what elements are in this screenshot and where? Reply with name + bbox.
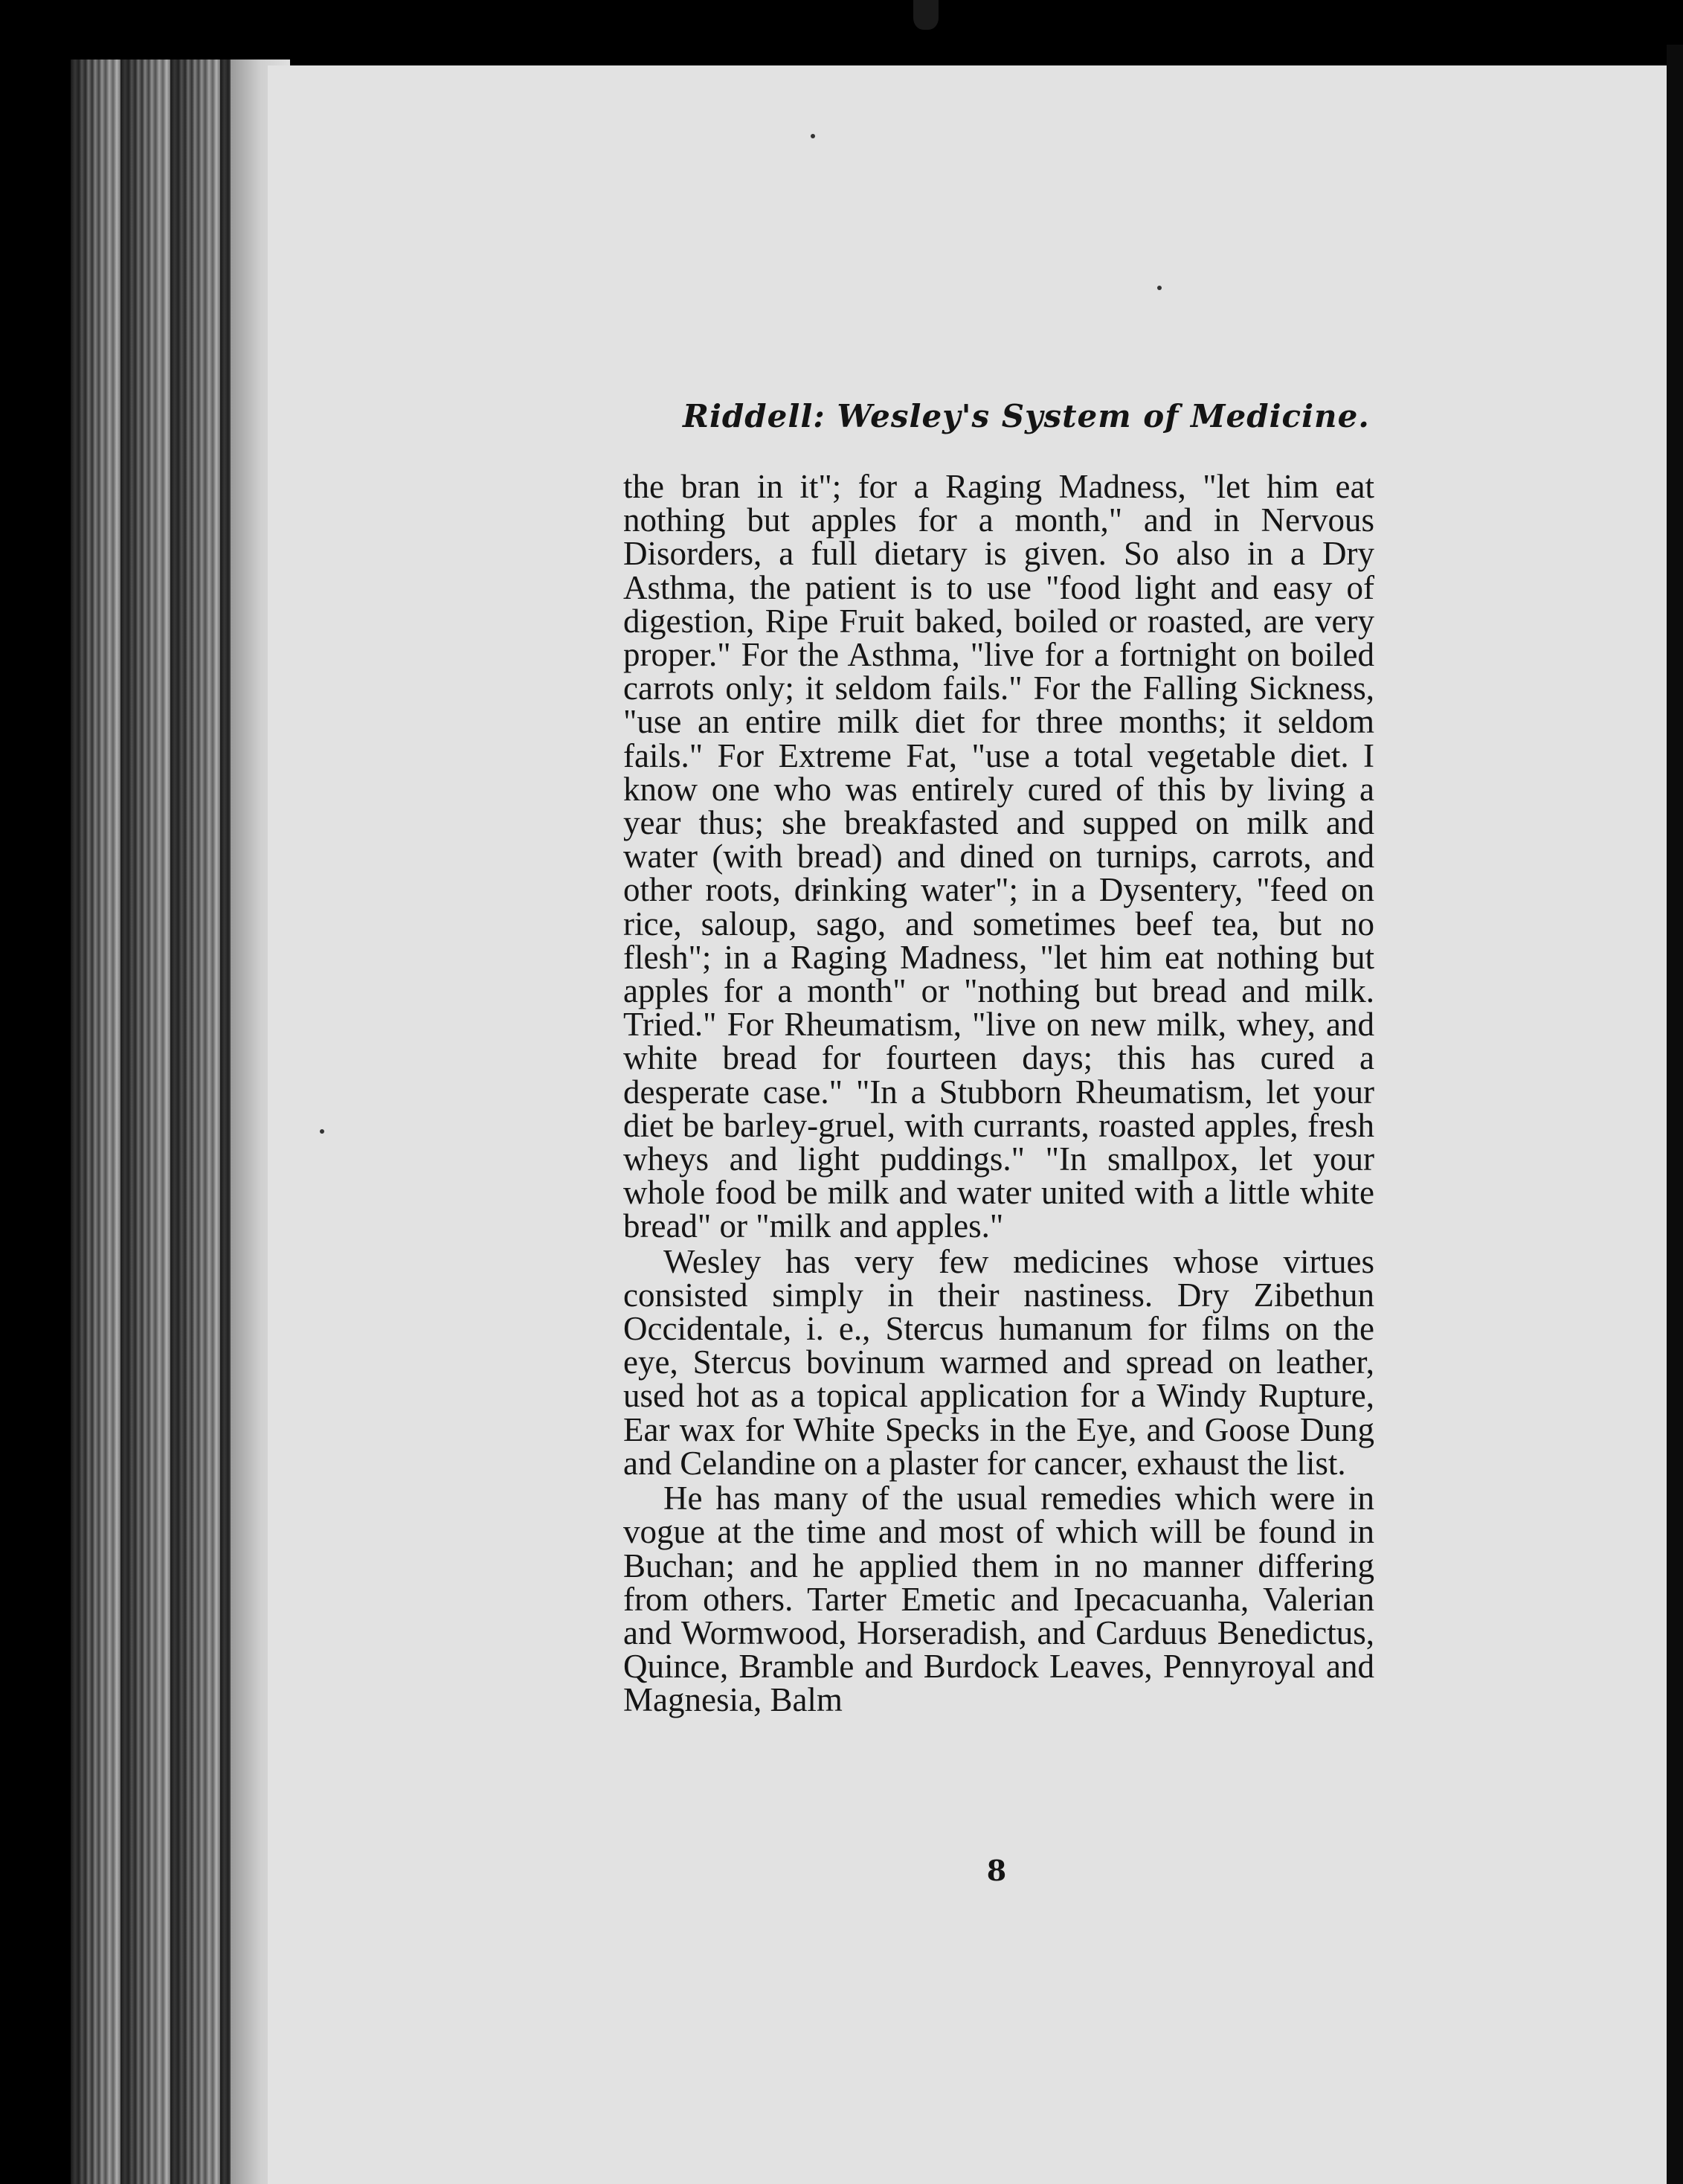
body-text <box>623 470 1374 1718</box>
paragraph: Wesley has very few medicines whose virtues consisted simply in their nastiness. Dry Zibethun Occidentale, i. e., Stercus humanum for films on the eye, Stercus bovinum warmed and spread on leather, used hot as a topical application for a Windy Rupture, Ear wax for White Specks in the Eye, and Goose Dung and Celandine on a plaster for cancer, exhaust the list. <box>623 1242 1374 1482</box>
speck <box>811 134 815 138</box>
speck <box>1157 286 1162 290</box>
speck <box>320 1129 324 1134</box>
book-edge <box>71 60 257 2184</box>
paragraph: He has many of the usual remedies which were in vogue at the time and most of which will be found in Buchan; and he applied them in no manner differing from others. Tarter Emetic and Ipecacuanha, Valerian and Wormwood, Horseradish, and Carduus Benedictus, Quince, Bramble and Burdock Leaves, Pennyroyal and Magnesia, Balm <box>623 1480 1374 1719</box>
running-head: Riddell: Wesley's System of Medicine. <box>683 398 1370 434</box>
right-shadow <box>1667 45 1683 2184</box>
paragraph: the bran in it"; for a Raging Madness, "let him eat nothing but apples for a month," and in Nervous Disorders, a full dietary is given. So also in a Dry Asthma, the patient is to use "food light and easy of digestion, Ripe Fruit baked, boiled or roasted, are very proper." For the Asthma, "live for a fortnight on boiled carrots only; it seldom fails." For the Falling Sickness, "use an entire milk diet for three months; it seldom fails." For Extreme Fat, "use a total vegetable diet. I know one who was entirely cured of this by living a year thus; she breakfasted and supped on milk and water (with bread) and dined on turnips, carrots, and other roots, drinking water"; in a Dysentery, "feed on rice, saloup, sago, and sometimes beef tea, but no flesh"; in a Raging Madness, "let him eat nothing but apples for a month" or "nothing but bread and milk. Tried." For Rheumatism, "live on new milk, whey, and white bread for fourteen days; this has cured a desperate case." "In a Stubborn Rheumatism, let your diet be barley-gruel, with currants, roasted apples, fresh wheys and light puddings." "In smallpox, let your whole food be milk and water united with a little white bread" or "milk and apples." <box>623 468 1374 1245</box>
top-mark <box>913 0 939 30</box>
page-number: 8 <box>986 1854 1007 1887</box>
